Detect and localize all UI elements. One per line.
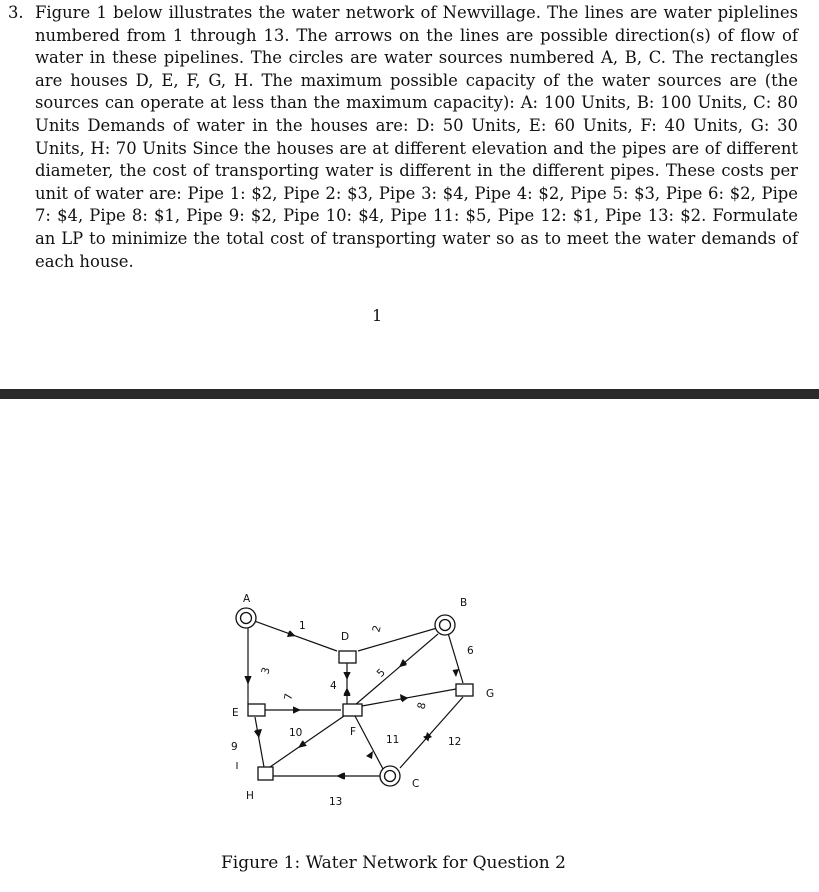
label-c: C [412, 778, 420, 790]
label-d: D [341, 631, 350, 643]
label-h: H [246, 790, 254, 802]
pipe-label-9: 9 [231, 741, 238, 753]
pipe-11 [355, 716, 383, 769]
pipe-label-6: 6 [467, 645, 474, 657]
pipe-label-7: 7 [282, 692, 296, 702]
pipe-label-12: 12 [448, 736, 462, 748]
pipe-label-10: 10 [289, 727, 303, 739]
arrowhead-pipe-4-down [344, 672, 351, 680]
arrowhead-pipe-4-up [344, 688, 351, 696]
pipe-10 [270, 716, 344, 767]
pipe-12 [400, 697, 463, 768]
house-g [456, 684, 473, 696]
arrowhead-pipe-11 [366, 751, 373, 759]
pipe-label-5: 5 [374, 666, 388, 680]
arrowhead-pipe-1 [287, 631, 296, 637]
pipe-8 [362, 689, 456, 706]
figure-caption: Figure 1: Water Network for Question 2 [221, 853, 566, 873]
label-e: E [232, 707, 239, 719]
label-b: B [460, 597, 468, 609]
houses [248, 651, 473, 780]
arrowhead-pipe-8 [400, 694, 408, 701]
house-d [339, 651, 356, 663]
pipe-label-2: 2 [370, 624, 384, 634]
arrowhead-pipe-13 [337, 773, 345, 780]
arrowhead-pipe-9 [255, 729, 262, 738]
pipe-label-3: 3 [259, 666, 273, 676]
question-number: 3. [8, 3, 24, 22]
pipe-label-13: 13 [329, 796, 343, 808]
source-b [435, 615, 455, 635]
arrowhead-pipe-5 [399, 659, 407, 667]
page-number: 1 [372, 306, 383, 325]
arrowhead-pipe-10 [298, 741, 306, 748]
source-a [236, 608, 256, 628]
pipe-9 [255, 717, 264, 767]
house-e [248, 704, 265, 716]
arrowhead-pipe-7 [293, 707, 301, 714]
label-a: A [243, 593, 251, 605]
source-c [380, 766, 400, 786]
label-g: G [486, 688, 495, 700]
pipe-label-11: 11 [386, 734, 400, 746]
arrowhead-pipe-3 [245, 676, 252, 685]
pipes [246, 618, 463, 776]
house-h [258, 767, 273, 780]
arrowhead-pipe-6 [453, 669, 460, 677]
question-text: Figure 1 below illustrates the water network of Newvillage. The lines are water piplelines numbered from 1 through 13. The arrows on the lines are possible direction(s) of flow of water in these pipelines. The circles are water sources numbered A, B, C. The rectangles are houses D, E, F, G, H. The maximum possible capacity of the water sources are (the sources can operate at less than the maximum capacity): A: 100 Units, B: 100 Units, C: 80 Units Demands of water in the houses are: D: 50 Units, E: 60 Units, F: 40 Units, G: 30 Units, H: 70 Units Since the houses are at different elevation and the pipes are of different diameter, the cost of transporting water is different in the different pipes. These costs per unit of water are: Pipe 1: $2, Pipe 2: $3, Pipe 3: $4, Pipe 4: $2, Pipe 5: $3, Pipe 6: $2, Pipe 7: $4, Pipe 8: $1, Pipe 9: $2, Pipe 10: $4, Pipe 11: $5, Pipe 12: $1, Pipe 13: $2. Formulate an LP to minimize the total cost of transporting water so as to meet the water demands of each house. [35, 3, 798, 271]
pipe-label-4: 4 [330, 680, 337, 692]
house-f [343, 704, 362, 716]
label-f: F [350, 726, 357, 738]
pipe-label-1: 1 [299, 620, 306, 632]
pipe-label-8: 8 [415, 701, 429, 711]
